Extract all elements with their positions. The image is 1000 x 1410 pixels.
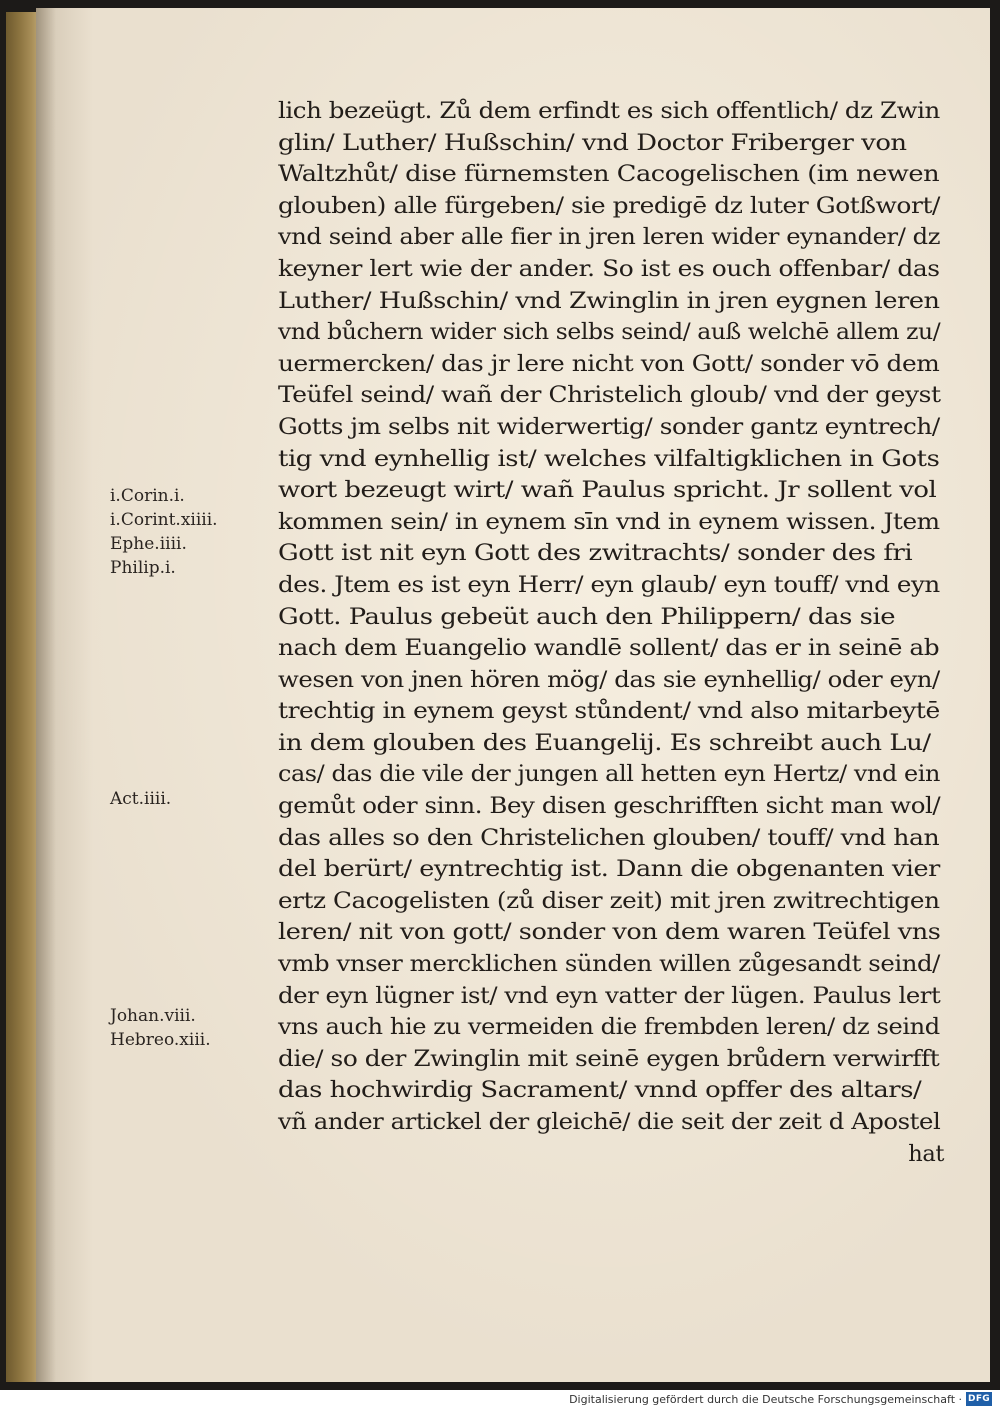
text-line: Waltzhůt/ dise fürnemsten Cacogelischen (im newen [278, 161, 940, 188]
text-line: vnd bůchern wider sich selbs seind/ auß welchē allem zu/ [278, 319, 941, 346]
text-line: wesen von jnen hören mög/ das sie eynhellig/ oder eyn/ [278, 666, 940, 693]
text-line: wort bezeugt wirt/ wañ Paulus spricht. Jr sollent vol [278, 477, 937, 504]
text-line: lich bezeügt. Zů dem erfindt es sich offentlich/ dz Zwin [278, 98, 940, 124]
text-line: trechtig in eynem geyst stůndent/ vnd also mitarbeytē [278, 698, 940, 725]
text-line: vñ ander artickel der gleichē/ die seit der zeit d Apostel [278, 1109, 941, 1135]
text-line: in dem glouben des Euangelij. Es schreibt auch Lu/ [278, 729, 931, 756]
text-line: gemůt oder sinn. Bey disen geschrifften sicht man wol/ [278, 793, 941, 820]
marginal-note: Philip.i. [110, 558, 176, 578]
dfg-logo: DFG [966, 1392, 992, 1406]
text-line: glouben) alle fürgeben/ sie predigē dz luter Gotßwort/ [278, 192, 940, 219]
text-line: ertz Cacogelisten (zů diser zeit) mit jren zwitrechtigen [278, 887, 940, 914]
text-line: tig vnd eynhellig ist/ welches vilfaltigklichen in Gots [278, 445, 940, 472]
text-line: Teüfel seind/ wañ der Christelich gloub/ vnd der geyst [278, 382, 941, 409]
dfg-credit-text: Digitalisierung gefördert durch die Deutsche Forschungsgemeinschaft · [569, 1393, 962, 1406]
text-line: die/ so der Zwinglin mit seinē eygen brůdern verwirfft [278, 1045, 940, 1072]
text-line: der eyn lügner ist/ vnd eyn vatter der lügen. Paulus lert [278, 982, 941, 1009]
marginal-note: Johan.viii. [110, 1006, 196, 1026]
text-line: nach dem Euangelio wandlē sollent/ das er in seinē ab [278, 635, 940, 662]
text-line: keyner lert wie der ander. So ist es ouch offenbar/ das [278, 255, 940, 282]
marginal-note-group-2 [110, 787, 275, 811]
text-line: kommen sein/ in eynem sīn vnd in eynem wissen. Jtem [278, 508, 940, 535]
text-line: vns auch hie zu vermeiden die frembden leren/ dz seind [278, 1014, 940, 1041]
text-line: vnd seind aber alle fier in jren leren wider eynander/ dz [278, 224, 941, 251]
marginal-note: Hebreo.xiii. [110, 1030, 211, 1050]
text-line: Gott ist nit eyn Gott des zwitrachts/ sonder des fri [278, 540, 913, 567]
marginal-note: Act.iiii. [110, 789, 172, 809]
text-line: cas/ das die vile der jungen all hetten eyn Hertz/ vnd ein [278, 761, 940, 788]
text-line: Gotts jm selbs nit widerwertig/ sonder gantz eyntrech/ [278, 413, 940, 440]
book-edge [6, 12, 40, 1382]
main-text-block [278, 96, 946, 1170]
text-line: das hochwirdig Sacrament/ vnnd opffer des altars/ [278, 1077, 922, 1104]
marginal-note-group-1 [110, 484, 275, 580]
text-line: leren/ nit von gott/ sonder von dem waren Teüfel vns [278, 919, 941, 946]
text-line: Gott. Paulus gebeüt auch den Philippern/ das sie [278, 603, 896, 630]
text-line: glin/ Luther/ Hußschin/ vnd Doctor Friberger von [278, 129, 907, 156]
text-line: vmb vnser mercklichen sünden willen zůgesandt seind/ [278, 951, 940, 978]
gutter-shadow [36, 8, 56, 1382]
text-line: uermercken/ das jr lere nicht von Gott/ sonder vō dem [278, 350, 940, 377]
marginal-note: i.Corin.i. [110, 486, 185, 506]
text-line: hat [908, 1140, 944, 1167]
text-line: das alles so den Christelichen glouben/ touff/ vnd han [278, 824, 940, 851]
text-line: des. Jtem es ist eyn Herr/ eyn glaub/ eyn touff/ vnd eyn [278, 571, 940, 598]
text-line: del berürt/ eyntrechtig ist. Dann die obgenanten vier [278, 856, 940, 883]
marginal-note-group-3 [110, 1004, 275, 1052]
text-line: Luther/ Hußschin/ vnd Zwinglin in jren eygnen leren [278, 287, 940, 314]
marginal-note: i.Corint.xiiii. [110, 510, 218, 530]
marginal-note: Ephe.iiii. [110, 534, 187, 554]
